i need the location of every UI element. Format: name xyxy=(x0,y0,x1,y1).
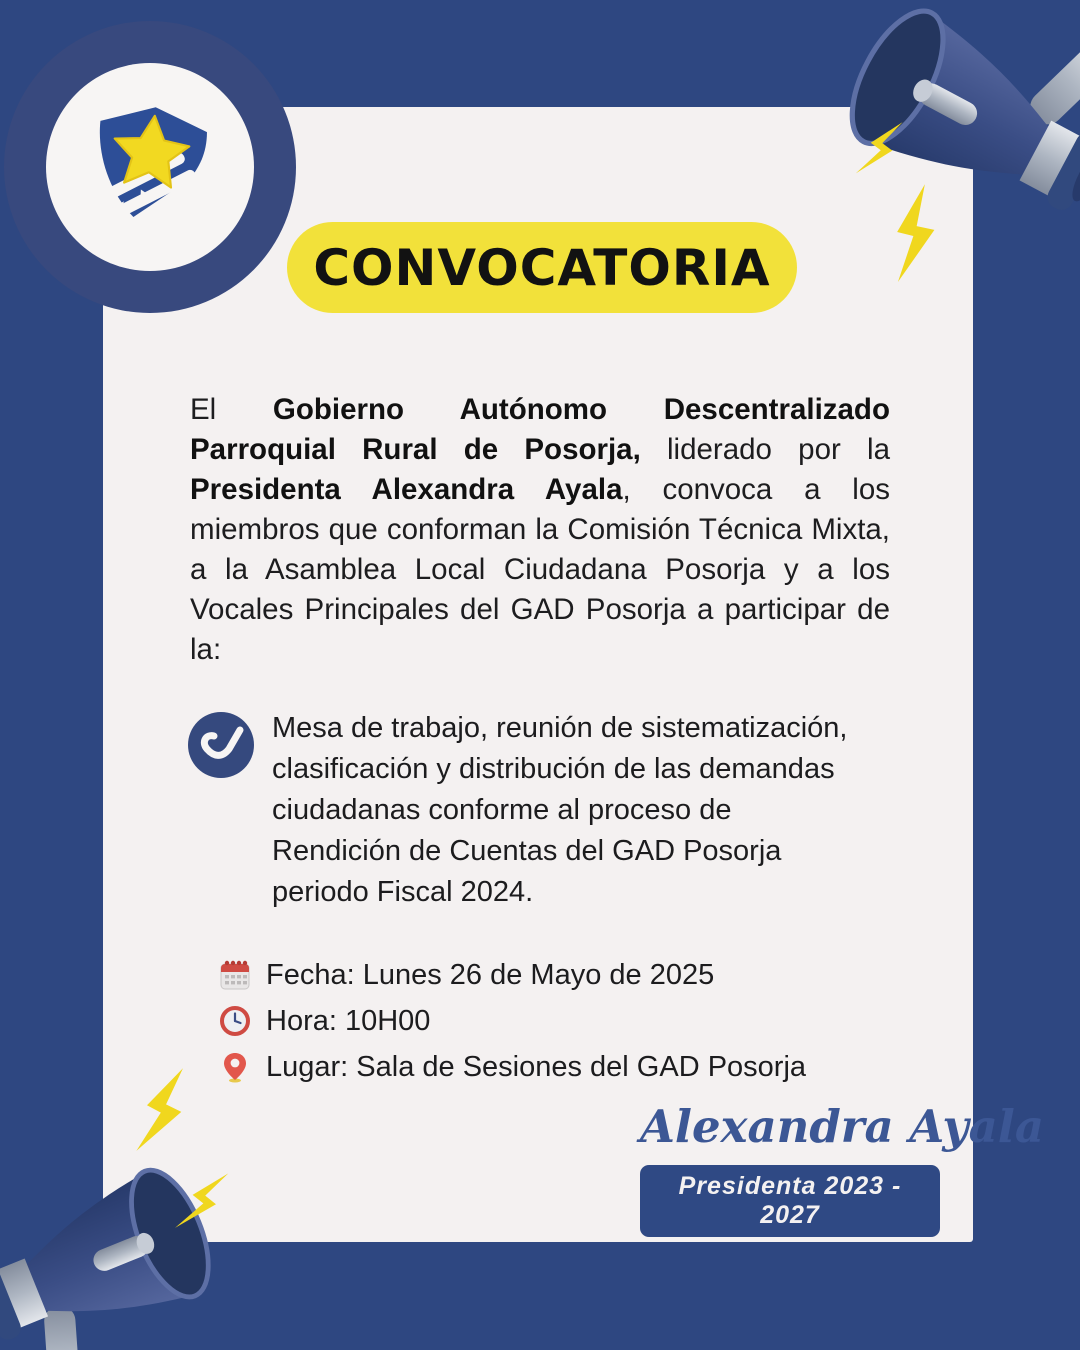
poster-title: CONVOCATORIA xyxy=(313,238,771,297)
intro-paragraph: El Gobierno Autónomo Descentralizado Parroquial Rural de Posorja, liderado por la Presidenta Alexandra Ayala, convoca a los miembros que conforman la Comisión Técnica Mixta, a la Asamblea Local Ciudadana Posorja y a los Vocales Principales del GAD Posorja a participar de la: xyxy=(190,392,890,666)
signature-name: Alexandra Ayala xyxy=(640,1100,1044,1153)
check-ribbon-icon xyxy=(188,712,254,778)
clock-icon xyxy=(220,1005,250,1037)
title-pill xyxy=(287,222,797,313)
president-term-badge xyxy=(640,1165,940,1237)
president-term-label: Presidenta 2023 - 2027 xyxy=(678,1172,902,1229)
lightning-bolt-icon xyxy=(879,181,954,284)
detail-label-lugar: Lugar: Sala de Sesiones del GAD Posorja xyxy=(266,1050,807,1083)
agenda-section xyxy=(188,708,888,913)
gad-posorja-logo xyxy=(46,63,254,271)
lightning-bolt-icon xyxy=(129,1052,198,1167)
event-details xyxy=(220,952,860,1090)
detail-label-fecha: Fecha: Lunes 26 de Mayo de 2025 xyxy=(266,958,715,991)
detail-row-lugar xyxy=(220,1044,860,1090)
detail-row-hora xyxy=(220,998,860,1044)
shield-star-icon xyxy=(75,92,225,242)
location-pin-icon xyxy=(220,1051,250,1083)
detail-label-hora: Hora: 10H00 xyxy=(266,1004,431,1037)
signature-block xyxy=(640,1100,1044,1237)
agenda-text: Mesa de trabajo, reunión de sistematización, clasificación y distribución de las demandas ciudadanas conforme al proceso de Rendición de Cuentas del GAD Posorja periodo Fiscal 2024. xyxy=(272,712,848,908)
calendar-icon xyxy=(220,959,250,991)
detail-row-fecha xyxy=(220,952,860,998)
